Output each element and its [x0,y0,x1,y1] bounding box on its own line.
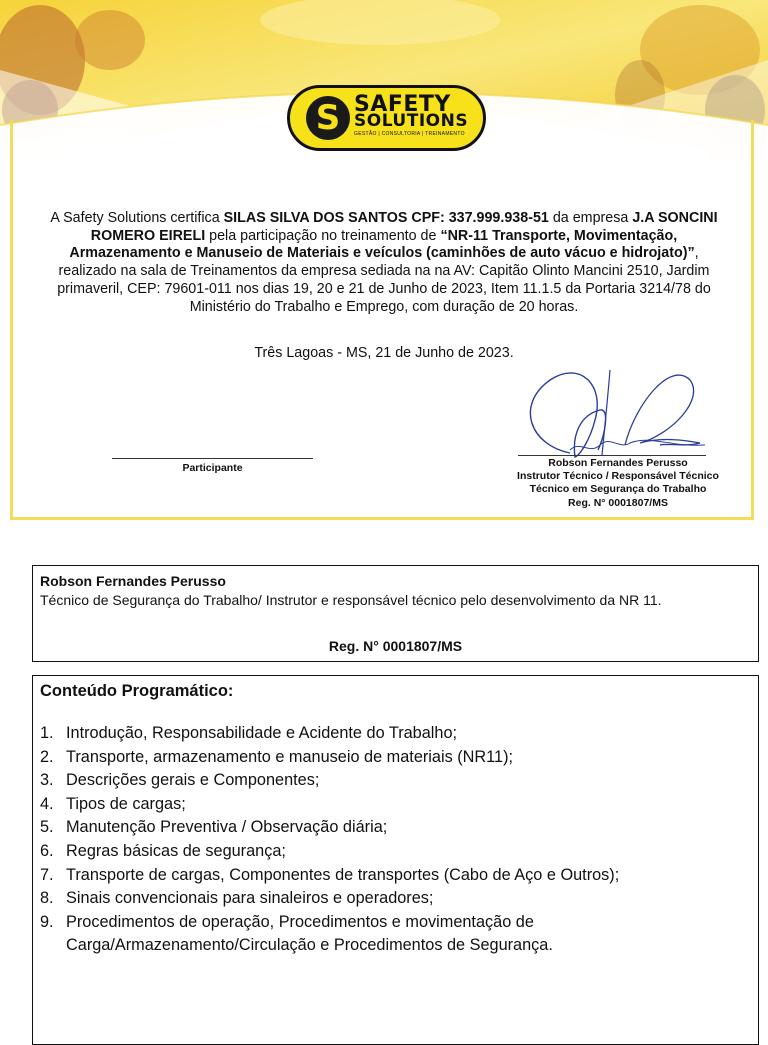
logo-word-safety: SAFETY [354,92,451,117]
responsible-reg: Reg. N° 0001807/MS [328,638,463,654]
safety-solutions-logo [287,85,486,151]
participant-label: Participante [182,462,243,474]
instructor-name: Robson Fernandes Perusso [548,457,688,469]
instructor-reg: Reg. N° 0001807/MS [568,496,668,509]
instructor-signature [510,365,720,465]
program-box [32,675,759,1045]
responsible-name: Robson Fernandes Perusso [40,573,226,589]
course-name: “NR-11 Transporte, Movimentação, Armazenamento e Manuseio de Materiais e veículos (caminhões de auto vácuo e hidrojato)” [69,227,695,262]
instructor-role: Instrutor Técnico / Responsável Técnico [517,470,719,483]
instructor-block [493,457,743,510]
program-list [40,722,740,958]
list-item: 7. Transporte de cargas, Componentes de transportes (Cabo de Aço e Outros); [40,865,620,884]
instructor-signature-line [518,455,706,456]
responsible-box [32,565,759,662]
participant-signature-line [112,458,313,459]
program-title: Conteúdo Programático: [40,682,234,700]
logo-mark-icon: S [306,96,350,140]
list-item: 1. Introdução, Responsabilidade e Acidente do Trabalho; [40,724,458,742]
logo-word-solutions: SOLUTIONS [354,111,469,131]
list-item: 6. Regras básicas de segurança; [40,841,286,860]
certificate-text: A Safety Solutions certifica SILAS SILVA DOS SANTOS CPF: 337.999.938-51 da empresa J.A SONCINI ROMERO EIRELI pela participação no treinamento de “NR-11 Transporte, Movimentação, Armazenamento e Manuseio de Materiais e veículos (caminhões de auto vácuo e hidrojato)”, realizado na sala de Treinamentos da empresa sediada na na AV: Capitão Olinto Mancini 2510, Jardim primaveril, CEP: 79601-011 nos dias 19, 20 e 21 de Junho de 2023, Item 11.1.5 da Portaria 3214/78 do Ministério do Trabalho e Emprego, com duração de 20 horas. [50,210,718,315]
instructor-title: Técnico em Segurança do Trabalho [529,483,707,496]
responsible-role: Técnico de Segurança do Trabalho/ Instrutor e responsável técnico pelo desenvolvimento da NR 11. [40,592,662,608]
list-item: 8. Sinais convencionais para sinaleiros e operadores; [40,889,434,908]
list-item: 5. Manutenção Preventiva / Observação diária; [40,818,388,837]
list-item: 2. Transporte, armazenamento e manuseio de materiais (NR11); [40,747,514,766]
student-name: SILAS SILVA DOS SANTOS CPF: 337.999.938-51 [223,210,549,226]
list-item: 9. Procedimentos de operação, Procedimentos e movimentação de Carga/Armazenamento/Circulação e Procedimentos de Segurança. [40,912,553,955]
list-item: 4. Tipos de cargas; [40,794,186,813]
company-name: J.A SONCINI ROMERO EIRELI [90,210,718,244]
logo-tagline: GESTÃO | CONSULTORIA | TREINAMENTO [354,131,465,137]
list-item: 3. Descrições gerais e Componentes; [40,771,320,790]
place-date: Três Lagoas - MS, 21 de Junho de 2023. [254,345,514,361]
